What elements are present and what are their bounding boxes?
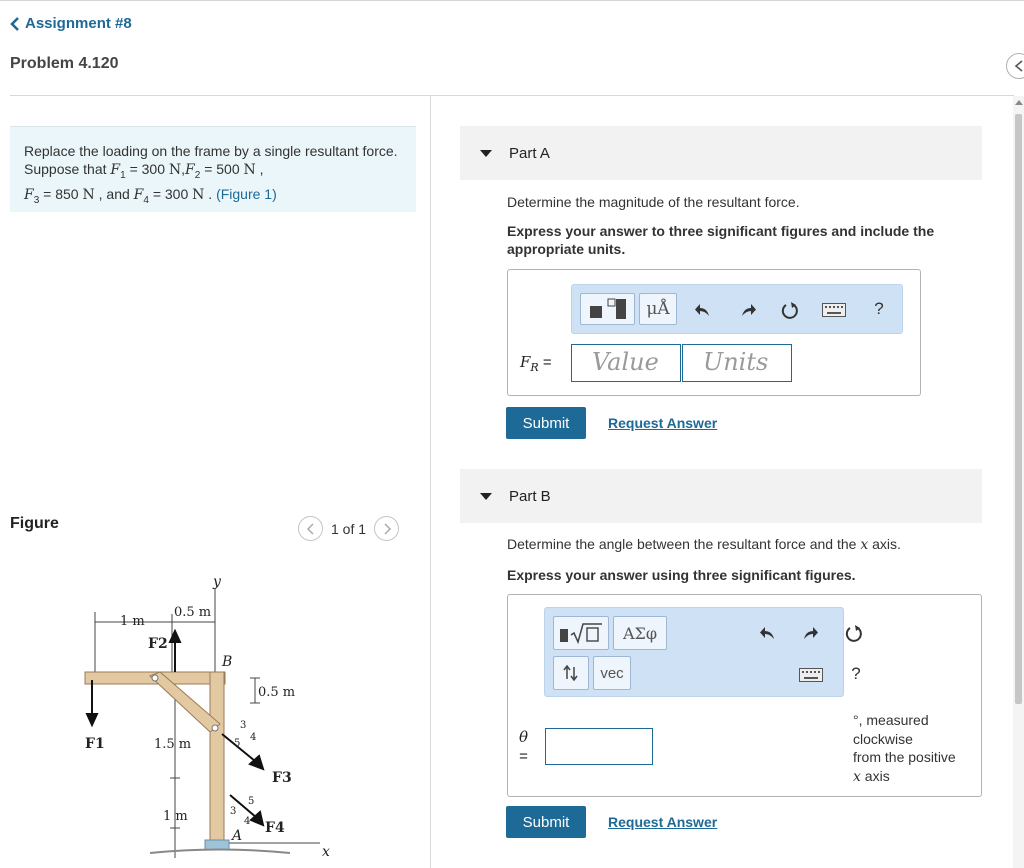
f4-unit: N bbox=[192, 186, 205, 203]
reset-icon[interactable] bbox=[841, 620, 867, 646]
greek-symbols-button[interactable]: ΑΣφ bbox=[613, 616, 667, 650]
units-input[interactable] bbox=[682, 344, 792, 382]
f1-subscript: 1 bbox=[120, 169, 126, 181]
back-link-label: Assignment #8 bbox=[25, 15, 132, 32]
chevron-left-icon bbox=[1012, 59, 1024, 73]
dimension-1m: 1 m bbox=[120, 614, 145, 629]
figure-pager bbox=[298, 516, 399, 541]
figure-link[interactable]: (Figure 1) bbox=[216, 185, 277, 202]
collapse-panel-button[interactable] bbox=[1006, 53, 1024, 79]
slope-4-lower: 4 bbox=[244, 816, 251, 827]
f4-label: F4 bbox=[265, 820, 285, 836]
part-b-header[interactable] bbox=[460, 469, 982, 523]
math-templates-button[interactable] bbox=[553, 616, 609, 650]
f3-subscript: 3 bbox=[33, 194, 40, 206]
f1-unit: N bbox=[168, 162, 182, 178]
column-divider bbox=[430, 96, 431, 868]
redo-icon[interactable] bbox=[797, 620, 823, 646]
angle-unit-description: °, measured clockwise from the positive x axis bbox=[853, 712, 956, 785]
sqrt-template-icon bbox=[558, 622, 604, 644]
part-a-variable-label: $F_R$ = bbox=[520, 353, 552, 374]
header-divider bbox=[10, 95, 1014, 96]
slope-5-upper: 5 bbox=[234, 738, 241, 749]
f2-subscript: 2 bbox=[194, 169, 201, 181]
problem-title: Problem 4.120 bbox=[10, 55, 119, 72]
part-b-title: Part B bbox=[509, 487, 551, 505]
f4-subscript: 4 bbox=[143, 194, 149, 206]
top-border bbox=[0, 0, 1024, 1]
dimension-1-5m: 1.5 m bbox=[154, 737, 192, 752]
dimension-0-5m-vertical: 0.5 m bbox=[258, 685, 296, 700]
chevron-right-icon bbox=[382, 523, 392, 535]
part-b-request-answer-link[interactable]: Request Answer bbox=[608, 814, 718, 830]
collapse-triangle-icon bbox=[480, 493, 492, 500]
f1-symbol: F bbox=[110, 162, 121, 178]
figure-heading: Figure bbox=[10, 515, 59, 532]
f2-unit: N bbox=[243, 162, 256, 178]
part-b-instruction: Express your answer using three significant figures. bbox=[507, 567, 856, 583]
slope-4-upper: 4 bbox=[250, 732, 257, 743]
slope-5-lower: 5 bbox=[248, 796, 255, 807]
prev-figure-button[interactable] bbox=[298, 516, 323, 541]
part-a-header[interactable] bbox=[460, 126, 982, 180]
back-to-assignment-link[interactable] bbox=[10, 15, 132, 32]
vector-button[interactable]: vec bbox=[593, 656, 631, 690]
dimension-1m-vertical: 1 m bbox=[163, 809, 188, 824]
reset-icon[interactable] bbox=[777, 297, 803, 323]
part-a-toolbar bbox=[571, 284, 903, 334]
up-down-arrows-icon bbox=[562, 664, 580, 682]
part-b-question: Determine the angle between the resultant force and the x axis. bbox=[507, 536, 901, 553]
y-axis-label: y bbox=[213, 574, 221, 590]
angle-input[interactable] bbox=[545, 728, 653, 765]
part-b-variable-label: θ = bbox=[519, 728, 529, 765]
part-a-request-answer-link[interactable]: Request Answer bbox=[608, 415, 718, 431]
keyboard-icon[interactable] bbox=[797, 664, 825, 686]
f3-unit: N bbox=[82, 186, 95, 203]
value-placeholder: Value bbox=[592, 348, 659, 376]
keyboard-icon[interactable] bbox=[820, 299, 848, 321]
part-b-toolbar bbox=[544, 607, 861, 697]
dimension-0-5m: 0.5 m bbox=[174, 605, 212, 620]
problem-statement: Replace the loading on the frame by a single resultant force. Suppose that $F_1 = 300$ $N,F_2 = 500$ N , $F_3 = 850$ N , and $F_4 = 300$ N . (Figure 1) bbox=[10, 126, 416, 212]
f4-value: = 300 bbox=[148, 185, 193, 202]
f2-symbol: F bbox=[185, 162, 195, 178]
scrollbar-thumb[interactable] bbox=[1015, 114, 1022, 704]
subscript-superscript-button[interactable] bbox=[553, 656, 589, 690]
value-input[interactable] bbox=[571, 344, 681, 382]
undo-icon[interactable] bbox=[755, 620, 781, 646]
help-icon[interactable]: ? bbox=[874, 299, 884, 318]
f3-label: F3 bbox=[272, 770, 292, 786]
f1-value: = 300 bbox=[125, 161, 169, 177]
statement-text: Replace the loading on the frame by a single resultant force. Suppose that bbox=[24, 143, 398, 177]
undo-icon[interactable] bbox=[690, 297, 716, 323]
chevron-left-icon bbox=[306, 523, 316, 535]
redo-icon[interactable] bbox=[735, 297, 761, 323]
chevron-left-icon bbox=[10, 17, 20, 31]
f4-symbol: F bbox=[133, 186, 144, 203]
part-a-question: Determine the magnitude of the resultant force. bbox=[507, 194, 800, 210]
x-axis-label: x bbox=[322, 844, 330, 860]
help-icon[interactable]: ? bbox=[851, 664, 861, 683]
part-a-instruction: Express your answer to three significant figures and include the appropriate units. bbox=[507, 223, 935, 257]
templates-icon bbox=[588, 298, 628, 320]
f2-value: = 500 bbox=[200, 161, 244, 177]
f3-symbol: F bbox=[24, 186, 34, 203]
templates-button[interactable] bbox=[580, 293, 635, 325]
frame-figure bbox=[60, 568, 350, 868]
part-a-title: Part A bbox=[509, 144, 550, 162]
f1-label: F1 bbox=[85, 736, 105, 752]
slope-3-upper: 3 bbox=[240, 720, 247, 731]
point-a-label: A bbox=[232, 828, 243, 844]
next-figure-button[interactable] bbox=[374, 516, 399, 541]
figure-page-indicator: 1 of 1 bbox=[331, 520, 367, 537]
units-placeholder: Units bbox=[703, 348, 769, 376]
part-b-answer-box bbox=[507, 594, 982, 797]
f2-label: F2 bbox=[148, 636, 168, 652]
slope-3-lower: 3 bbox=[230, 806, 237, 817]
part-a-answer-box bbox=[507, 269, 921, 396]
part-b-submit-button[interactable]: Submit bbox=[506, 806, 586, 838]
collapse-triangle-icon bbox=[480, 150, 492, 157]
f3-value: = 850 bbox=[39, 185, 83, 202]
scrollbar[interactable] bbox=[1013, 96, 1024, 868]
scroll-up-arrow-icon[interactable] bbox=[1015, 100, 1023, 105]
and-text: , and bbox=[94, 185, 134, 202]
point-b-label: B bbox=[222, 654, 233, 670]
units-button[interactable]: μÅ bbox=[639, 293, 677, 325]
part-a-submit-button[interactable]: Submit bbox=[506, 407, 586, 439]
